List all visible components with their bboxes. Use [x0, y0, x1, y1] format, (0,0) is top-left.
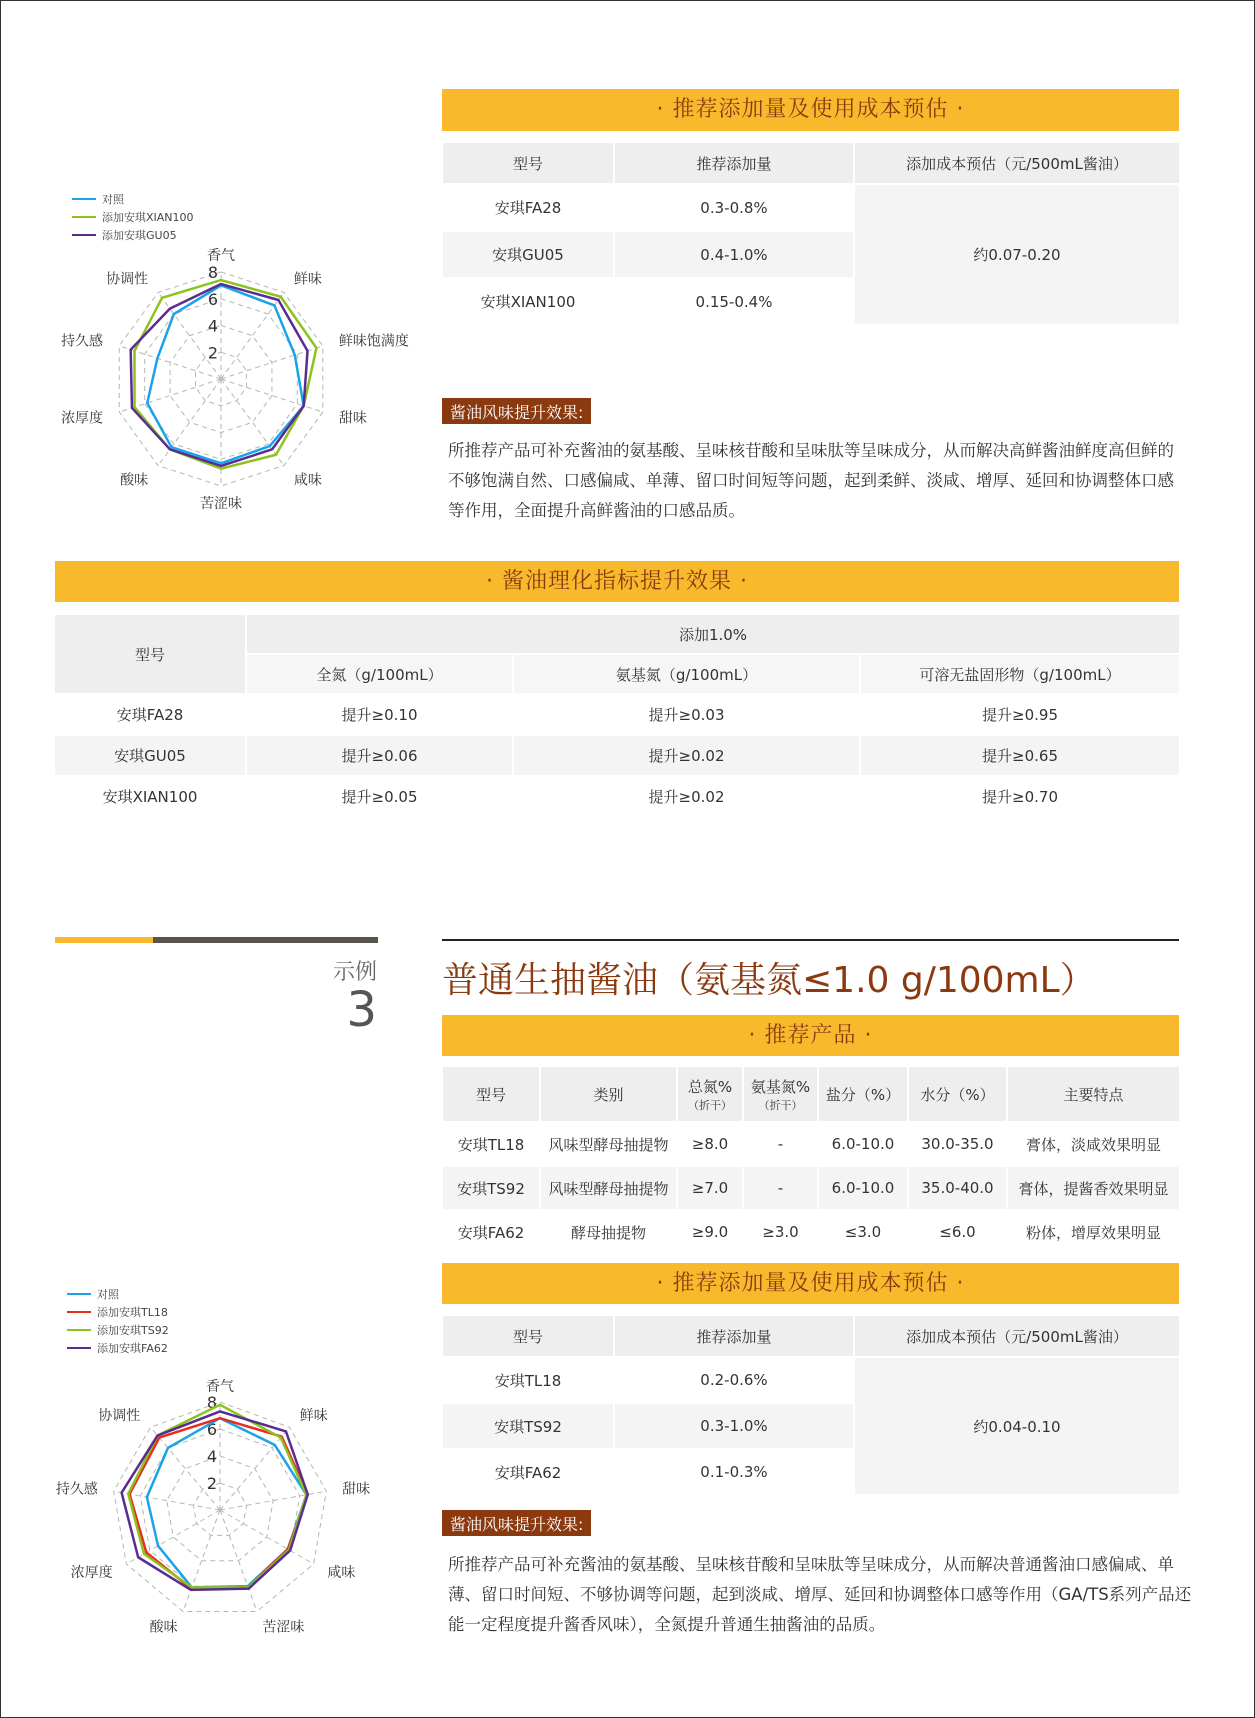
col-header: 水分（%）: [909, 1067, 1006, 1121]
tick-label: 6: [207, 289, 219, 309]
cell-model: 安琪FA28: [55, 695, 245, 734]
series-line: [131, 284, 308, 466]
table-row: [55, 777, 1179, 816]
flavor-text-2: 所推荐产品可补充酱油的氨基酸、呈味核苷酸和呈味肽等呈味成分，从而解决普通酱油口感偏咸、单薄、留口时间短、不够协调等问题，起到淡咸、增厚、延回和协调整体口感等作用（GA/TS系列产品还能一定程度提升酱香风味），全氮提升普通生抽酱油的品质。: [448, 1555, 1192, 1634]
table-row: [443, 1123, 1179, 1165]
cell-amount: 0.3-0.8%: [615, 185, 853, 230]
axis-label: 苦涩味: [262, 1619, 305, 1636]
grid-spoke: [220, 1427, 289, 1510]
col-header: 推荐添加量: [615, 143, 853, 183]
table-row: [443, 1358, 1179, 1402]
flavor-label-2: 酱油风味提升效果:: [442, 1510, 591, 1536]
legend-label: 添加安琪TL18: [97, 1306, 168, 1319]
axis-label: 咸味: [293, 472, 322, 489]
cell: 安琪TL18: [443, 1123, 539, 1165]
cell: 30.0-35.0: [909, 1123, 1006, 1165]
cell-model: 安琪TS92: [443, 1404, 613, 1448]
cell-value: 提升≥0.70: [861, 777, 1179, 816]
col-header: 型号: [55, 615, 245, 693]
col-header: 型号: [443, 1316, 613, 1356]
axis-label: 苦涩味: [200, 496, 242, 512]
cost-banner-1: · 推荐添加量及使用成本预估 ·: [442, 89, 1179, 131]
col-header: 全氮（g/100mL）: [247, 655, 512, 693]
axis-label: 浓厚度: [70, 1565, 113, 1581]
cell-amount: 0.3-1.0%: [615, 1404, 853, 1448]
cell: 35.0-40.0: [909, 1167, 1006, 1209]
cell-value: 提升≥0.10: [247, 695, 512, 734]
axis-label: 协调性: [106, 271, 149, 288]
cell-value: 提升≥0.02: [514, 777, 859, 816]
cell: -: [744, 1123, 817, 1165]
cell-model: 安琪FA28: [443, 185, 613, 230]
col-header: 推荐添加量: [615, 1316, 853, 1356]
cell-model: 安琪FA62: [443, 1450, 613, 1494]
example-bar-accent: [55, 937, 153, 943]
cell: ≥7.0: [678, 1167, 742, 1209]
cell-cost: 约0.07-0.20: [855, 185, 1179, 324]
axis-label: 香气: [206, 1379, 234, 1395]
section-rule: [442, 939, 1179, 941]
products-banner: · 推荐产品 ·: [442, 1015, 1179, 1056]
axis-label: 酸味: [149, 1619, 178, 1636]
cell: ≥8.0: [678, 1123, 742, 1165]
grid-spoke: [151, 1427, 220, 1510]
axis-label: 持久感: [55, 1481, 98, 1498]
axis-label: 酸味: [120, 472, 149, 489]
cell-value: 提升≥0.95: [861, 695, 1179, 734]
legend-label: 添加安琪XIAN100: [102, 211, 194, 224]
example-bar-dark: [153, 937, 378, 943]
table-row: [55, 736, 1179, 775]
cell: 酵母抽提物: [541, 1211, 676, 1253]
axis-label: 甜味: [338, 410, 367, 427]
tick-label: 4: [206, 1447, 218, 1466]
cell-amount: 0.4-1.0%: [615, 232, 853, 277]
col-header: 可溶无盐固形物（g/100mL）: [861, 655, 1179, 693]
cell: 风味型酵母抽提物: [541, 1123, 676, 1165]
axis-label: 香气: [207, 248, 235, 264]
legend-label: 添加安琪FA62: [97, 1342, 168, 1355]
col-header: 类别: [541, 1067, 676, 1121]
cell: 风味型酵母抽提物: [541, 1167, 676, 1209]
legend-label: 添加安琪GU05: [102, 229, 177, 242]
cell: ≤3.0: [819, 1211, 907, 1253]
cost-table-2: [441, 1314, 1181, 1496]
cell-model: 安琪GU05: [55, 736, 245, 775]
table-row: [443, 1167, 1179, 1209]
cell: 膏体，提酱香效果明显: [1008, 1167, 1179, 1209]
legend-label: 对照: [97, 1288, 119, 1301]
cell-model: 安琪XIAN100: [443, 279, 613, 324]
cell-value: 提升≥0.65: [861, 736, 1179, 775]
legend-item: [67, 1285, 169, 1303]
cell: 膏体，淡咸效果明显: [1008, 1123, 1179, 1165]
col-header: [744, 1067, 817, 1121]
legend-label: 添加安琪TS92: [97, 1324, 169, 1337]
col-header-note: （折干）: [688, 1098, 732, 1112]
cell: ≥9.0: [678, 1211, 742, 1253]
center-dot: [219, 377, 223, 381]
col-header-label: 氨基氮%: [750, 1077, 811, 1096]
flavor-text-1: 所推荐产品可补充酱油的氨基酸、呈味核苷酸和呈味肽等呈味成分，从而解决高鲜酱油鲜度高但鲜的不够饱满自然、口感偏咸、单薄、留口时间短等问题，起到柔鲜、淡咸、增厚、延回和协调整体口感等作用，全面提升高鲜酱油的口感品质。: [448, 441, 1174, 520]
axis-label: 持久感: [61, 333, 104, 350]
axis-label: 浓厚度: [61, 410, 104, 427]
col-header: 添加成本预估（元/500mL酱油）: [855, 143, 1179, 183]
example-number: 3: [346, 982, 377, 1038]
section-title: 普通生抽酱油（氨基氮≤1.0 g/100mL）: [442, 960, 1096, 1001]
col-header: 盐分（%）: [819, 1067, 907, 1121]
axis-label: 鲜味饱满度: [338, 333, 409, 350]
tick-label: 2: [207, 343, 219, 363]
axis-label: 鲜味: [299, 1408, 328, 1425]
legend-item: [67, 1303, 169, 1321]
tick-label: 4: [207, 316, 219, 336]
table-row: [55, 695, 1179, 734]
cell: ≥3.0: [744, 1211, 817, 1253]
cell: 6.0-10.0: [819, 1167, 907, 1209]
tick-label: 8: [207, 263, 219, 282]
cell-value: 提升≥0.03: [514, 695, 859, 734]
legend-item: [72, 208, 194, 226]
cell: 粉体，增厚效果明显: [1008, 1211, 1179, 1253]
tick-label: 2: [206, 1474, 218, 1493]
flavor-label-1: 酱油风味提升效果:: [442, 398, 591, 424]
legend-label: 对照: [102, 193, 124, 206]
col-header: 主要特点: [1008, 1067, 1179, 1121]
cell-model: 安琪GU05: [443, 232, 613, 277]
center-dot: [218, 1508, 222, 1512]
tick-label: 8: [206, 1393, 218, 1412]
legend-item: [72, 190, 194, 208]
col-header-label: 总氮%: [687, 1077, 733, 1096]
cost-table-1: [441, 141, 1181, 326]
cell-value: 提升≥0.06: [247, 736, 512, 775]
cell-model: 安琪TL18: [443, 1358, 613, 1402]
cell: 安琪FA62: [443, 1211, 539, 1253]
col-header: 氨基氮（g/100mL）: [514, 655, 859, 693]
physchem-table: [53, 613, 1181, 818]
group-header: 添加1.0%: [247, 615, 1179, 653]
axis-label: 咸味: [327, 1565, 356, 1581]
radar-chart-2: [40, 1355, 430, 1645]
col-header: 型号: [443, 1067, 539, 1121]
cell-amount: 0.2-0.6%: [615, 1358, 853, 1402]
cost-banner-2: · 推荐添加量及使用成本预估 ·: [442, 1263, 1179, 1304]
axis-label: 鲜味: [293, 271, 322, 288]
physchem-banner: · 酱油理化指标提升效果 ·: [55, 561, 1179, 602]
cell-amount: 0.1-0.3%: [615, 1450, 853, 1494]
cell-value: 提升≥0.02: [514, 736, 859, 775]
col-header: 型号: [443, 143, 613, 183]
cell-cost: 约0.04-0.10: [855, 1358, 1179, 1494]
radar-chart-1: [40, 235, 430, 525]
grid-spoke: [220, 1510, 257, 1611]
cell: 6.0-10.0: [819, 1123, 907, 1165]
legend-item: [67, 1321, 169, 1339]
table-row: [443, 1211, 1179, 1253]
cell: -: [744, 1167, 817, 1209]
cell-amount: 0.15-0.4%: [615, 279, 853, 324]
col-header: 添加成本预估（元/500mL酱油）: [855, 1316, 1179, 1356]
cell: ≤6.0: [909, 1211, 1006, 1253]
axis-label: 协调性: [98, 1408, 141, 1425]
cell: 安琪TS92: [443, 1167, 539, 1209]
table-row: [443, 185, 1179, 230]
col-header-note: （折干）: [758, 1098, 803, 1112]
col-header: [678, 1067, 742, 1121]
products-table: [441, 1065, 1181, 1255]
axis-label: 甜味: [342, 1481, 371, 1498]
radar2-legend: [67, 1285, 169, 1357]
cell-value: 提升≥0.05: [247, 777, 512, 816]
example-label: 示例: [332, 960, 377, 985]
tick-label: 6: [206, 1420, 218, 1439]
cell-model: 安琪XIAN100: [55, 777, 245, 816]
